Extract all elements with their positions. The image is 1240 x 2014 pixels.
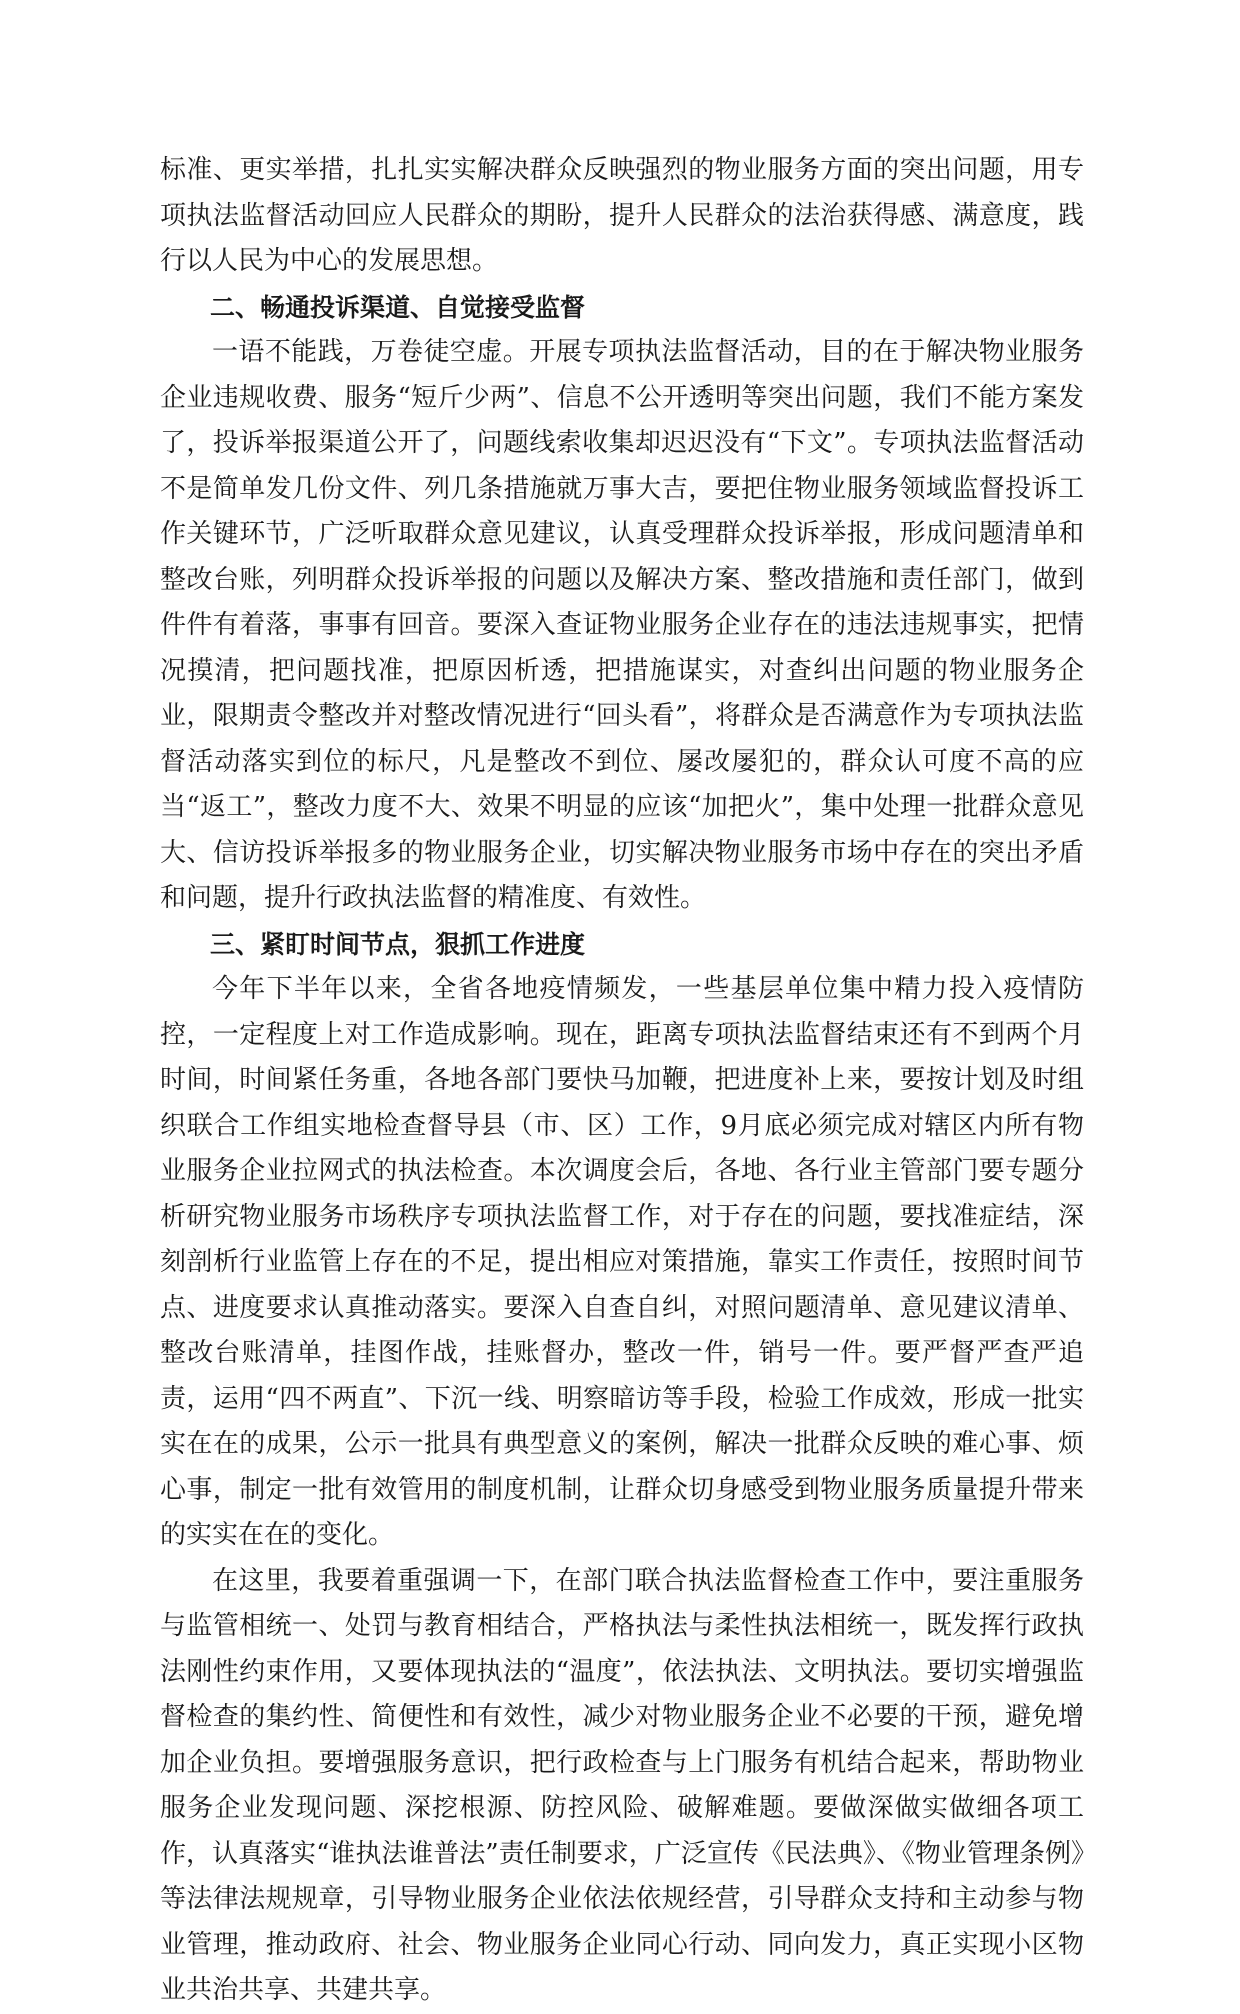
section-heading-3: 三、紧盯时间节点，狠抓工作进度: [210, 929, 586, 959]
paragraph-intro-continuation: 标准、更实举措，扎扎实实解决群众反映强烈的物业服务方面的突出问题，用专项执法监督活动回应人民群众的期盼，提升人民群众的法治获得感、满意度，践行以人民为中心的发展思想。: [160, 155, 1084, 276]
paragraph-emphasis: 在这里，我要着重强调一下，在部门联合执法监督检查工作中，要注重服务与监管相统一、处罚与教育相结合，严格执法与柔性执法相统一，既发挥行政执法刚性约束作用，又要体现执法的“温度”，依法执法、文明执法。要切实增强监督检查的集约性、简便性和有效性，减少对物业服务企业不必要的干预，避免增加企业负担。要增强服务意识，把行政检查与上门服务有机结合起来，帮助物业服务企业发现问题、深挖根源、防控风险、破解难题。要做深做实做细各项工作，认真落实“谁执法谁普法”责任制要求，广泛宣传《民法典》、《物业管理条例》等法律法规规章，引导物业服务企业依法依规经营，引导群众支持和主动参与物业管理，推动政府、社会、物业服务企业同心行动、同向发力，真正实现小区物业共治共享、共建共享。: [160, 1565, 1084, 2005]
paragraph-section-3: 今年下半年以来，全省各地疫情频发，一些基层单位集中精力投入疫情防控，一定程度上对工作造成影响。现在，距离专项执法监督结束还有不到两个月时间，时间紧任务重，各地各部门要快马加鞭，把进度补上来，要按计划及时组织联合工作组实地检查督导县（市、区）工作，9月底必须完成对辖区内所有物业服务企业拉网式的执法检查。本次调度会后，各地、各行业主管部门要专题分析研究物业服务市场秩序专项执法监督工作，对于存在的问题，要找准症结，深刻剖析行业监管上存在的不足，提出相应对策措施，靠实工作责任，按照时间节点、进度要求认真推动落实。要深入自查自纠，对照问题清单、意见建议清单、整改台账清单，挂图作战，挂账督办，整改一件，销号一件。要严督严查严追责，运用“四不两直”、下沉一线、明察暗访等手段，检验工作成效，形成一批实实在在的成果，公示一批具有典型意义的案例，解决一批群众反映的难心事、烦心事，制定一批有效管用的制度机制，让群众切身感受到物业服务质量提升带来的实实在在的变化。: [160, 974, 1084, 1550]
section-heading-2: 二、畅通投诉渠道、自觉接受监督: [210, 292, 586, 322]
paragraph-section-2: 一语不能践，万卷徒空虚。开展专项执法监督活动，目的在于解决物业服务企业违规收费、服务“短斤少两”、信息不公开透明等突出问题，我们不能方案发了，投诉举报渠道公开了，问题线索收集却迟迟没有“下文”。专项执法监督活动不是简单发几份文件、列几条措施就万事大吉，要把住物业服务领域监督投诉工作关键环节，广泛听取群众意见建议，认真受理群众投诉举报，形成问题清单和整改台账，列明群众投诉举报的问题以及解决方案、整改措施和责任部门，做到件件有着落，事事有回音。要深入查证物业服务企业存在的违法违规事实，把情况摸清，把问题找准，把原因析透，把措施谋实，对查纠出问题的物业服务企业，限期责令整改并对整改情况进行“回头看”，将群众是否满意作为专项执法监督活动落实到位的标尺，凡是整改不到位、屡改屡犯的，群众认可度不高的应当“返工”，整改力度不大、效果不明显的应该“加把火”，集中处理一批群众意见大、信访投诉举报多的物业服务企业，切实解决物业服务市场中存在的突出矛盾和问题，提升行政执法监督的精准度、有效性。: [160, 337, 1084, 913]
document-body: [160, 148, 1084, 2014]
